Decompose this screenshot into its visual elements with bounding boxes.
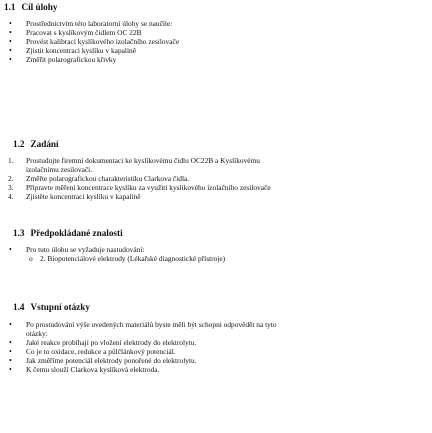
item-text: • Jaké reakce probíhají po vložení elektrody do elektrolytu. <box>26 338 197 348</box>
section-number: 1.1 <box>4 2 16 12</box>
item-number: 2. <box>8 174 14 184</box>
item-text: • Jak změříme potenciál elektrody ponořené do elektrolytu. <box>26 356 197 366</box>
item-text: • Po prostudování výše uvedených materiálů byste měli být schopni odpovědět na tyto <box>26 320 277 330</box>
questions-list <box>0 320 432 374</box>
item-text: • K čemu slouží Clarkova kyslíková elektroda. <box>26 365 160 375</box>
list-item: • Změřit polarografickou křivky <box>0 55 432 64</box>
list-item: • Zjistit koncentraci kyslíku v kapalině <box>0 46 432 55</box>
prerequisites-list <box>0 245 432 263</box>
assignment-list <box>0 156 432 201</box>
section-heading <box>0 140 432 149</box>
item-text: 2. Biopotenciálové elektrody (Lékařské diagnostické přístroje) <box>40 254 226 264</box>
section-heading <box>0 229 432 238</box>
section-title: Zadání <box>30 139 59 149</box>
section-number: 1.2 <box>13 139 25 149</box>
section-title: Vstupní otázky <box>30 302 90 312</box>
item-text: Změřte polarografickou charakteristiku Clarkova čidla. <box>26 174 190 184</box>
item-number: 4. <box>8 192 14 202</box>
section-entry-questions <box>0 303 432 374</box>
list-item <box>0 192 432 201</box>
list-item <box>0 347 432 356</box>
item-text: izolačnímu zesilovači. <box>26 165 93 175</box>
item-text: Připravte měření koncentrace kyslíku za využití kyslíkového izolačního zesilovače <box>26 183 271 193</box>
list-item <box>0 356 432 365</box>
goal-list <box>0 19 432 64</box>
section-goal <box>0 3 432 64</box>
section-title: Předpokládané znalosti <box>30 228 123 238</box>
section-prerequisites <box>0 229 432 263</box>
section-number: 1.3 <box>13 228 25 238</box>
list-item <box>0 320 432 338</box>
sub-list-item <box>0 254 432 263</box>
list-item <box>0 338 432 347</box>
list-item <box>0 174 432 183</box>
item-text: Zjistěte koncentraci kyslíku v kapalině <box>26 192 141 202</box>
list-item <box>0 183 432 192</box>
list-item: • Pracovat s kyslíkovým čidlem OC 22B <box>0 28 432 37</box>
section-title: Cíl úlohy <box>21 2 58 12</box>
sub-bullet: o <box>29 254 33 264</box>
item-number: 3. <box>8 183 14 193</box>
item-number: 1. <box>8 156 14 166</box>
section-heading <box>0 3 432 12</box>
list-item <box>0 156 432 174</box>
section-assignment <box>0 140 432 201</box>
item-text: Prostudujte firemní dokumentaci ke kyslíkovému čidlu OC22B a Kyslíkovému <box>26 156 261 166</box>
list-item: • Prostřednictvím této laboratorní úlohy se naučíte: <box>0 19 432 28</box>
list-item <box>0 365 432 374</box>
section-number: 1.4 <box>13 302 25 312</box>
item-text: otázky: <box>26 329 48 339</box>
section-heading <box>0 303 432 312</box>
list-item: • Provést kalibraci kyslíkového izolačního zesilovače <box>0 37 432 46</box>
item-text: • Co je to oxidace, redukce a půlčlánkový potenciál. <box>26 347 176 357</box>
list-item: • Pro tuto úlohu se vyžaduje nastudování: <box>0 245 432 254</box>
